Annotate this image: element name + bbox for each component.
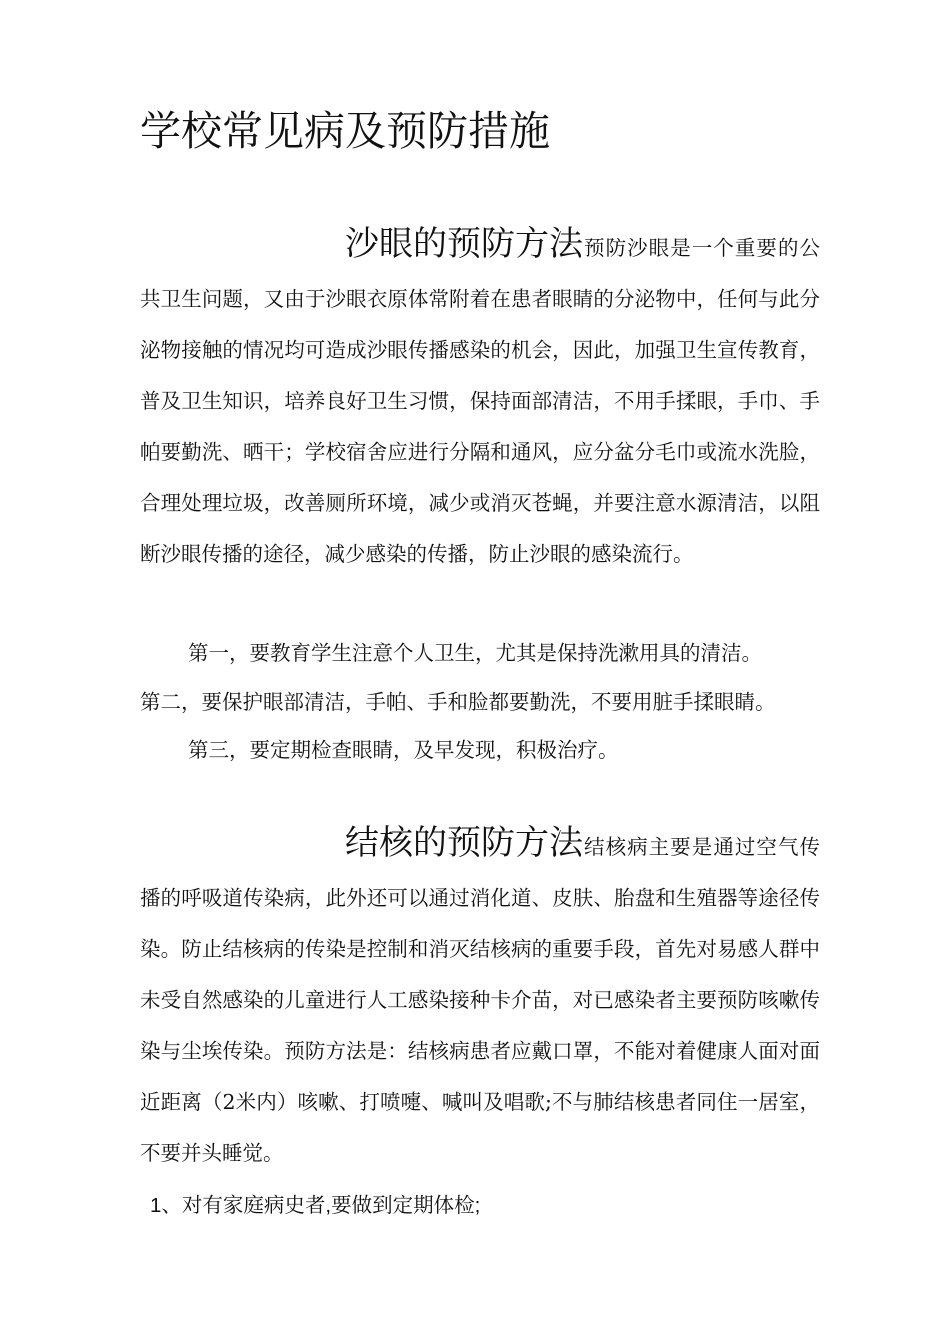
trachoma-heading: 沙眼的预防方法 xyxy=(345,224,583,264)
trachoma-point-3: 第三，要定期检查眼睛，及早发现，积极治疗。 xyxy=(188,738,619,762)
trachoma-point-2: 第二，要保护眼部清洁，手帕、手和脸都要勤洗，不要用脏手揉眼睛。 xyxy=(140,690,776,714)
trachoma-section xyxy=(140,223,820,580)
trachoma-point-1: 第一，要教育学生注意个人卫生，尤其是保持洗漱用具的清洁。 xyxy=(188,641,762,665)
tuberculosis-heading: 结核的预防方法 xyxy=(345,823,583,863)
trachoma-body: 预防沙眼是一个重要的公共卫生问题，又由于沙眼衣原体常附着在患者眼睛的分泌物中，任何与此分泌物接触的情况均可造成沙眼传播感染的机会，因此，加强卫生宣传教育，普及卫生知识，培养良好卫生习惯，保持面部清洁，不用手揉眼，手巾、手帕要勤洗、晒干；学校宿舍应进行分隔和通风，应分盆分毛巾或流水洗脸，合理处理垃圾，改善厕所环境，减少或消灭苍蝇，并要注意水源清洁，以阻断沙眼传播的途径，减少感染的传播，防止沙眼的感染流行。 xyxy=(140,236,820,566)
tuberculosis-point-1: 1、对有家庭病史者,要做到定期体检; xyxy=(150,1194,481,1217)
tuberculosis-body: 结核病主要是通过空气传播的呼吸道传染病，此外还可以通过消化道、皮肤、胎盘和生殖器等途径传染。防止结核病的传染是控制和消灭结核病的重要手段，首先对易感人群中未受自然感染的儿童进行人工感染接种卡介苗，对已感染者主要预防咳嗽传染与尘埃传染。预防方法是：结核病患者应戴口罩，不能对着健康人面对面近距离（2米内）咳嗽、打喷嚏、喊叫及唱歌;不与肺结核患者同住一居室，不要并头睡觉。 xyxy=(140,835,820,1165)
tuberculosis-section xyxy=(140,822,820,1179)
document-title: 学校常见病及预防措施 xyxy=(140,107,550,155)
